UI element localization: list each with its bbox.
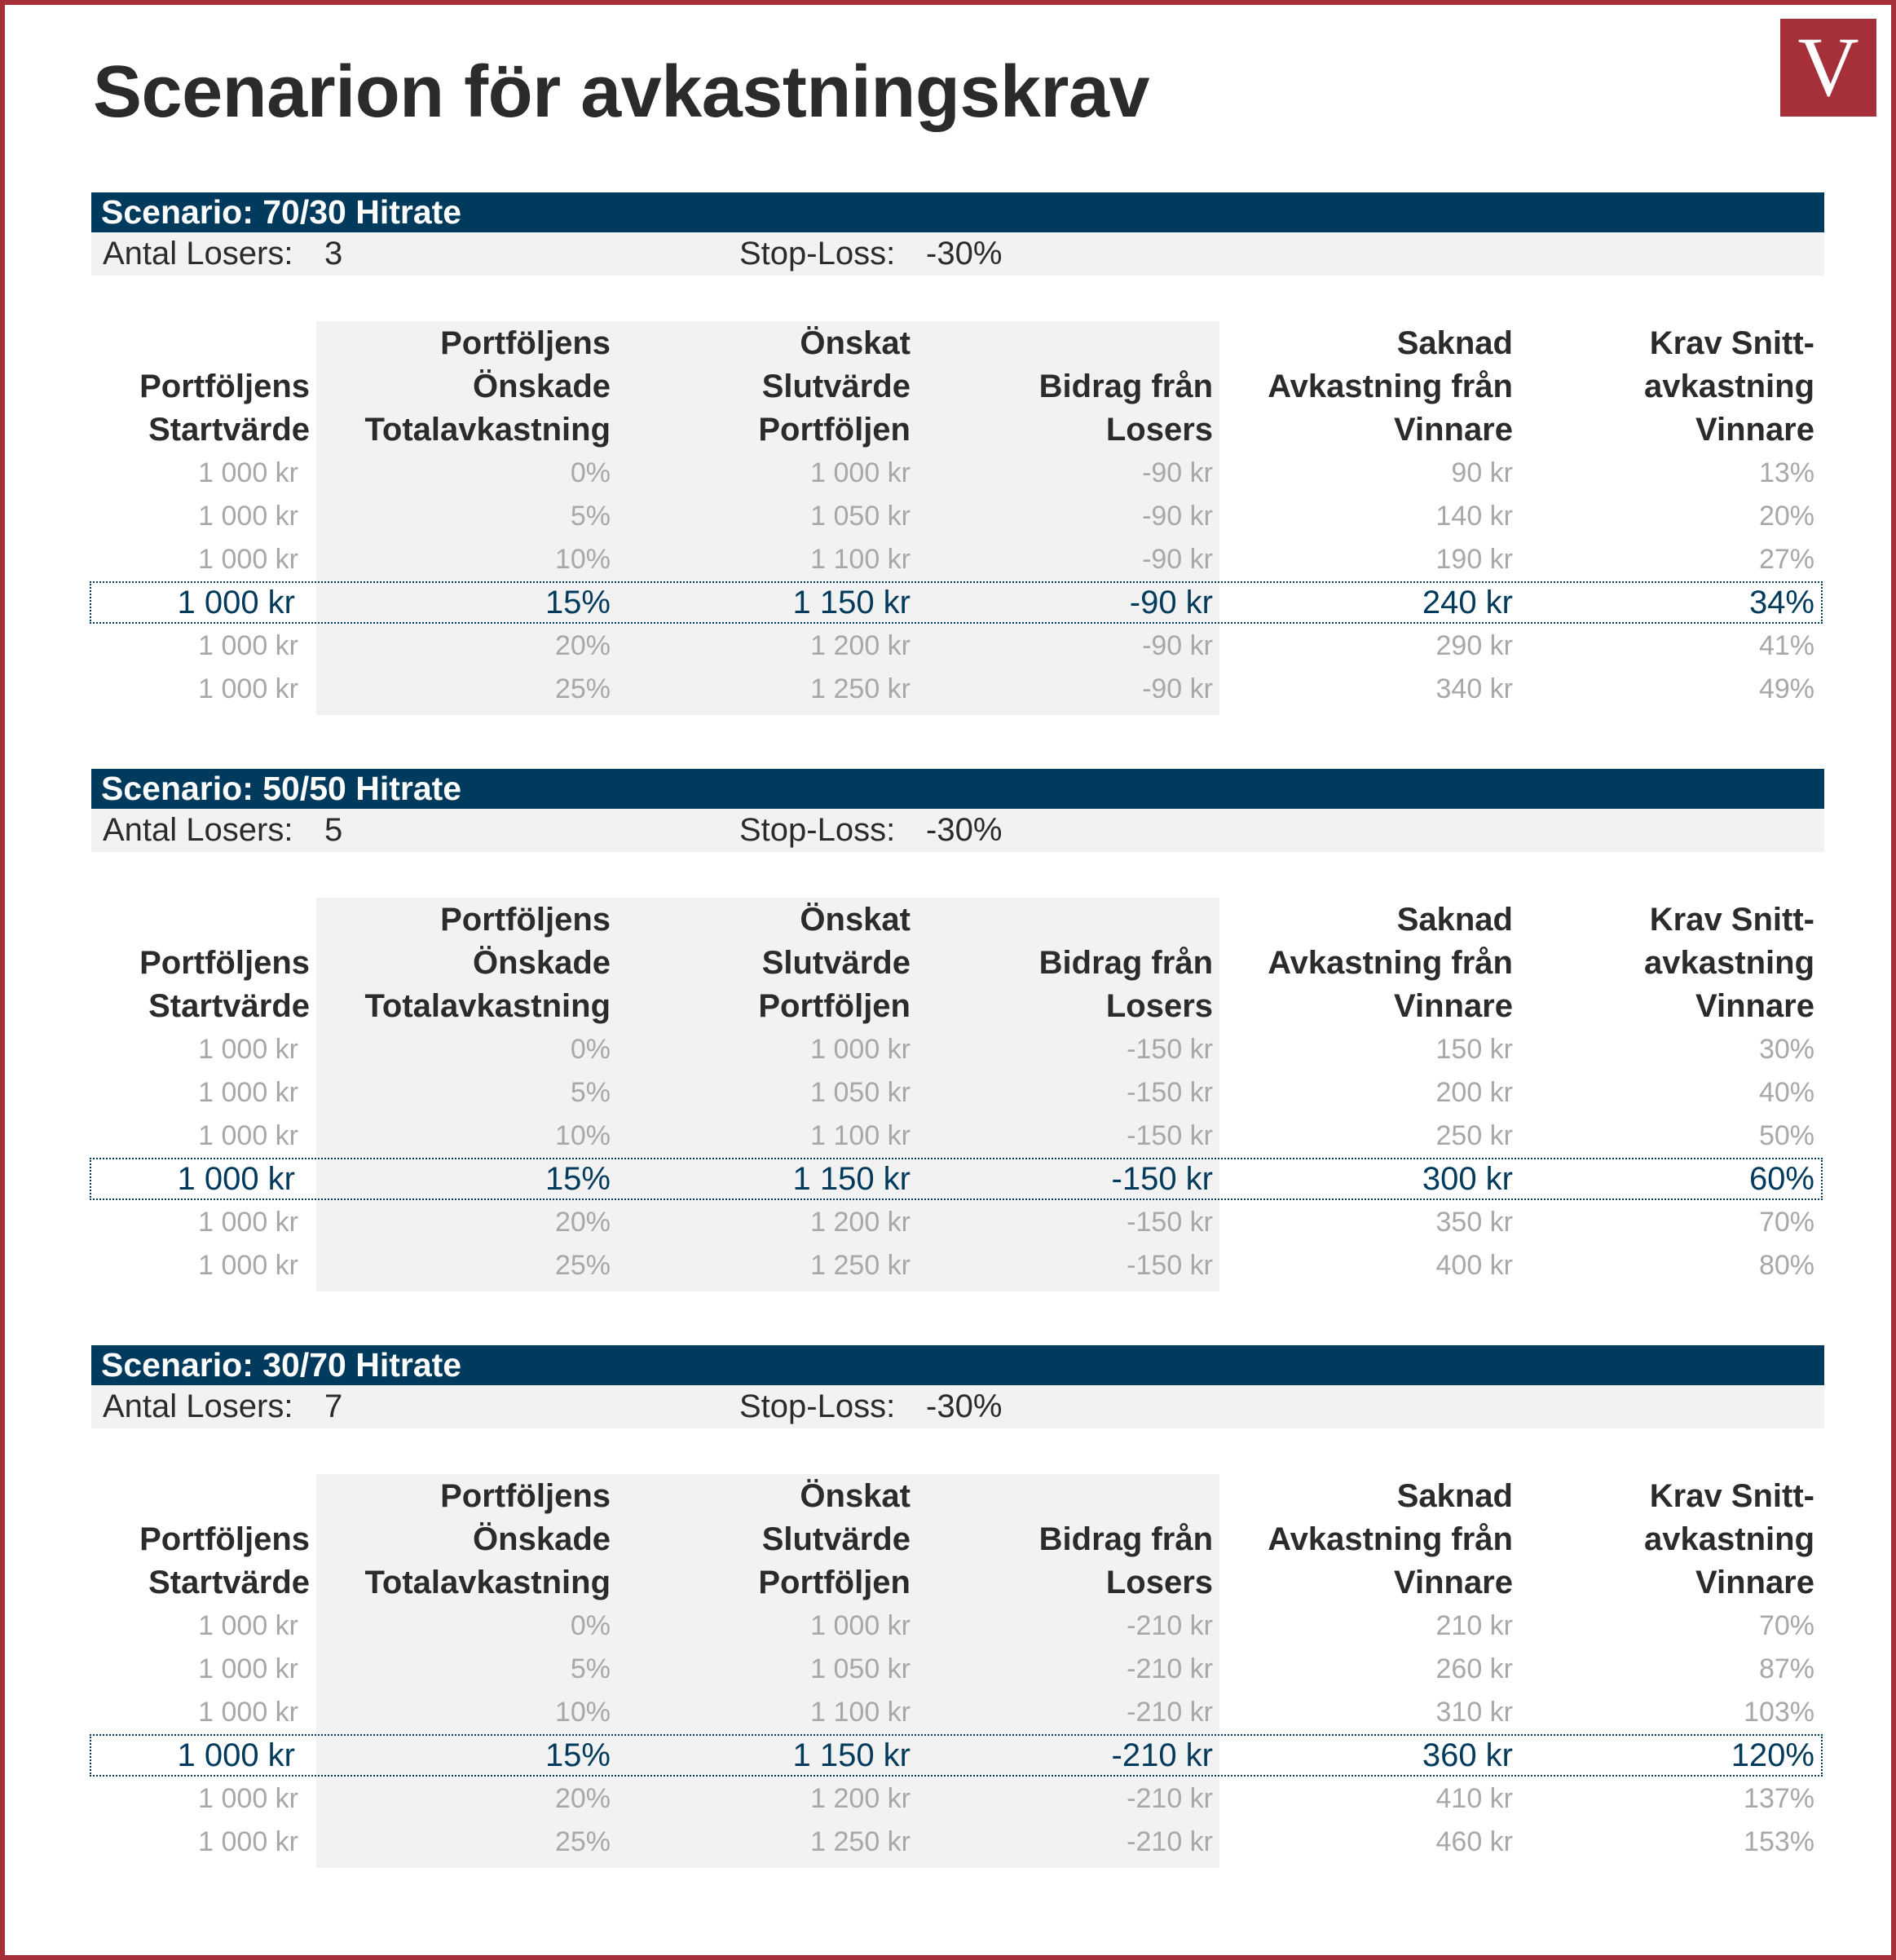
column-header — [919, 321, 1213, 452]
column-header — [919, 1474, 1213, 1605]
table-cell: 410 kr — [1435, 1783, 1513, 1814]
scenario-block — [91, 769, 1824, 1340]
column-header-text: Portföljens Startvärde — [139, 369, 310, 448]
table-cell: -90 kr — [1129, 585, 1213, 620]
table-cell: 1 000 kr — [810, 1034, 911, 1065]
stoploss-value: -30% — [926, 236, 1003, 271]
table-cell: 1 000 kr — [198, 1250, 298, 1281]
highlight-border — [90, 1734, 1823, 1777]
table-cell: 260 kr — [1435, 1653, 1513, 1684]
losers-label: Antal Losers: — [103, 812, 293, 848]
column-header-text: Portföljens Startvärde — [139, 945, 310, 1024]
highlight-border — [90, 1158, 1823, 1200]
table-cell: 1 000 kr — [198, 501, 298, 532]
table-cell: 13% — [1758, 457, 1814, 488]
table-cell: 1 000 kr — [198, 1120, 298, 1151]
table-cell: 0% — [570, 1034, 611, 1065]
table-cell: 10% — [554, 1120, 611, 1151]
table-row — [91, 1777, 1824, 1821]
table-cell: 25% — [554, 1250, 611, 1281]
table-cell: 1 200 kr — [810, 1783, 911, 1814]
table-cell: 310 kr — [1435, 1697, 1513, 1728]
table-cell: 153% — [1744, 1826, 1814, 1857]
table-cell: 1 000 kr — [177, 585, 295, 620]
table-cell: -90 kr — [1142, 673, 1213, 704]
stoploss-value: -30% — [926, 812, 1003, 848]
table-cell: 1 100 kr — [810, 544, 911, 575]
table-cell: 1 250 kr — [810, 1250, 911, 1281]
table-cell: 27% — [1758, 544, 1814, 575]
table-cell: 90 kr — [1451, 457, 1513, 488]
table-row — [91, 625, 1824, 668]
table-row — [91, 495, 1824, 538]
column-header — [1521, 1474, 1814, 1605]
table-cell: 30% — [1758, 1034, 1814, 1065]
table-cell: 120% — [1731, 1737, 1814, 1773]
table-cell: 400 kr — [1435, 1250, 1513, 1281]
losers-label: Antal Losers: — [103, 1388, 293, 1424]
table-cell: 210 kr — [1435, 1610, 1513, 1641]
scenario-parameters — [91, 1385, 1824, 1428]
table-cell: -90 kr — [1142, 457, 1213, 488]
column-header — [98, 898, 310, 1028]
table-cell: -150 kr — [1127, 1034, 1213, 1065]
table-cell: 1 050 kr — [810, 1077, 911, 1108]
table-cell: 1 000 kr — [810, 1610, 911, 1641]
column-header — [617, 898, 911, 1028]
table-row — [91, 1821, 1824, 1864]
losers-label: Antal Losers: — [103, 236, 293, 271]
scenario-block — [91, 192, 1824, 763]
table-cell: 1 000 kr — [810, 457, 911, 488]
table-cell: -90 kr — [1142, 501, 1213, 532]
scenario-parameters — [91, 809, 1824, 852]
column-header — [919, 898, 1213, 1028]
table-cell: 10% — [554, 544, 611, 575]
table-cell: 15% — [545, 1737, 611, 1773]
table-cell: 200 kr — [1435, 1077, 1513, 1108]
table-row — [91, 1691, 1824, 1734]
table-cell: 15% — [545, 585, 611, 620]
column-header — [317, 321, 611, 452]
brand-logo: V — [1780, 19, 1876, 117]
table-cell: 70% — [1758, 1207, 1814, 1238]
table-cell: 1 000 kr — [198, 1783, 298, 1814]
table-row — [91, 1244, 1824, 1287]
table-row — [91, 538, 1824, 581]
column-header — [617, 321, 911, 452]
column-header-text: Krav Snitt- avkastning Vinnare — [1644, 1478, 1814, 1600]
table-cell: 40% — [1758, 1077, 1814, 1108]
table-cell: -150 kr — [1127, 1207, 1213, 1238]
column-header — [98, 321, 310, 452]
table-row — [91, 1201, 1824, 1244]
column-header — [317, 1474, 611, 1605]
table-cell: -210 kr — [1127, 1697, 1213, 1728]
table-cell: 1 050 kr — [810, 1653, 911, 1684]
table-cell: 5% — [570, 1077, 611, 1108]
column-header-text: Saknad Avkastning från Vinnare — [1268, 902, 1513, 1024]
table-cell: 190 kr — [1435, 544, 1513, 575]
table-cell: 1 150 kr — [792, 1737, 911, 1773]
table-row — [91, 668, 1824, 711]
column-header — [1219, 321, 1513, 452]
page-title: Scenarion för avkastningskrav — [93, 51, 1150, 133]
table-cell: 87% — [1758, 1653, 1814, 1684]
table-cell: 140 kr — [1435, 501, 1513, 532]
table-cell: 1 000 kr — [198, 1207, 298, 1238]
table-cell: 25% — [554, 1826, 611, 1857]
losers-value: 7 — [324, 1388, 343, 1424]
table-cell: 1 000 kr — [198, 673, 298, 704]
highlighted-row — [91, 1158, 1824, 1201]
column-header-text: Bidrag från Losers — [1038, 369, 1213, 448]
table-cell: 1 000 kr — [198, 1034, 298, 1065]
table-cell: 1 250 kr — [810, 1826, 911, 1857]
table-cell: 1 000 kr — [177, 1161, 295, 1197]
table-cell: 1 250 kr — [810, 673, 911, 704]
table-cell: 250 kr — [1435, 1120, 1513, 1151]
column-header — [98, 1474, 310, 1605]
scenario-block — [91, 1345, 1824, 1916]
table-cell: -210 kr — [1111, 1737, 1213, 1773]
table-cell: 1 000 kr — [177, 1737, 295, 1773]
table-cell: 5% — [570, 1653, 611, 1684]
table-cell: 0% — [570, 457, 611, 488]
table-row — [91, 452, 1824, 495]
table-cell: 20% — [554, 1207, 611, 1238]
stoploss-label: Stop-Loss: — [739, 812, 896, 848]
table-cell: 5% — [570, 501, 611, 532]
scenario-title: Scenario: 50/50 Hitrate — [91, 769, 1824, 809]
table-cell: 1 200 kr — [810, 1207, 911, 1238]
table-cell: 1 000 kr — [198, 1653, 298, 1684]
table-cell: 1 100 kr — [810, 1120, 911, 1151]
highlight-border — [90, 581, 1823, 624]
column-header — [1521, 321, 1814, 452]
column-header-text: Portföljens Önskade Totalavkastning — [364, 1478, 611, 1600]
column-header-text: Önskat Slutvärde Portföljen — [758, 1478, 911, 1600]
table-cell: 1 000 kr — [198, 1697, 298, 1728]
column-header — [1219, 898, 1513, 1028]
column-header-text: Krav Snitt- avkastning Vinnare — [1644, 325, 1814, 448]
column-header-text: Krav Snitt- avkastning Vinnare — [1644, 902, 1814, 1024]
table-cell: 1 000 kr — [198, 630, 298, 661]
table-cell: -150 kr — [1127, 1250, 1213, 1281]
table-cell: 10% — [554, 1697, 611, 1728]
losers-value: 3 — [324, 236, 343, 271]
column-header — [617, 1474, 911, 1605]
stoploss-label: Stop-Loss: — [739, 1388, 896, 1424]
table-cell: 1 100 kr — [810, 1697, 911, 1728]
scenario-parameters — [91, 232, 1824, 276]
table-cell: 290 kr — [1435, 630, 1513, 661]
table-cell: 350 kr — [1435, 1207, 1513, 1238]
table-cell: -150 kr — [1111, 1161, 1213, 1197]
column-header-text: Bidrag från Losers — [1038, 1521, 1213, 1600]
column-header-text: Bidrag från Losers — [1038, 945, 1213, 1024]
table-cell: 240 kr — [1422, 585, 1513, 620]
column-header-text: Portföljens Önskade Totalavkastning — [364, 325, 611, 448]
table-row — [91, 1028, 1824, 1071]
table-cell: 300 kr — [1422, 1161, 1513, 1197]
scenario-title: Scenario: 30/70 Hitrate — [91, 1345, 1824, 1385]
table-cell: 137% — [1744, 1783, 1814, 1814]
table-cell: 20% — [1758, 501, 1814, 532]
column-header — [1219, 1474, 1513, 1605]
table-row — [91, 1071, 1824, 1115]
table-cell: 1 150 kr — [792, 1161, 911, 1197]
table-cell: -90 kr — [1142, 544, 1213, 575]
table-cell: -90 kr — [1142, 630, 1213, 661]
column-header-text: Saknad Avkastning från Vinnare — [1268, 1478, 1513, 1600]
losers-value: 5 — [324, 812, 343, 848]
stoploss-value: -30% — [926, 1388, 1003, 1424]
table-cell: -210 kr — [1127, 1610, 1213, 1641]
table-cell: 460 kr — [1435, 1826, 1513, 1857]
table-cell: 150 kr — [1435, 1034, 1513, 1065]
column-header-text: Önskat Slutvärde Portföljen — [758, 902, 911, 1024]
table-cell: 49% — [1758, 673, 1814, 704]
table-cell: 340 kr — [1435, 673, 1513, 704]
table-cell: 70% — [1758, 1610, 1814, 1641]
table-cell: 1 000 kr — [198, 1077, 298, 1108]
table-row — [91, 1605, 1824, 1648]
table-cell: 1 000 kr — [198, 544, 298, 575]
column-header — [1521, 898, 1814, 1028]
table-cell: 1 200 kr — [810, 630, 911, 661]
table-cell: 60% — [1748, 1161, 1814, 1197]
table-cell: 103% — [1744, 1697, 1814, 1728]
table-row — [91, 1115, 1824, 1158]
table-cell: 1 000 kr — [198, 1826, 298, 1857]
highlighted-row — [91, 581, 1824, 625]
table-cell: 20% — [554, 1783, 611, 1814]
table-cell: 20% — [554, 630, 611, 661]
table-cell: 1 150 kr — [792, 585, 911, 620]
table-cell: 41% — [1758, 630, 1814, 661]
table-cell: 0% — [570, 1610, 611, 1641]
scenario-title: Scenario: 70/30 Hitrate — [91, 192, 1824, 232]
table-cell: -210 kr — [1127, 1826, 1213, 1857]
column-header-text: Portföljens Önskade Totalavkastning — [364, 902, 611, 1024]
table-cell: 1 000 kr — [198, 1610, 298, 1641]
column-header — [317, 898, 611, 1028]
table-cell: -210 kr — [1127, 1783, 1213, 1814]
table-cell: 34% — [1748, 585, 1814, 620]
column-header-text: Önskat Slutvärde Portföljen — [758, 325, 911, 448]
table-cell: 1 000 kr — [198, 457, 298, 488]
stoploss-label: Stop-Loss: — [739, 236, 896, 271]
table-cell: 360 kr — [1422, 1737, 1513, 1773]
table-cell: -210 kr — [1127, 1653, 1213, 1684]
table-cell: 15% — [545, 1161, 611, 1197]
table-cell: -150 kr — [1127, 1120, 1213, 1151]
column-header-text: Saknad Avkastning från Vinnare — [1268, 325, 1513, 448]
table-cell: 1 050 kr — [810, 501, 911, 532]
table-cell: 50% — [1758, 1120, 1814, 1151]
table-cell: 80% — [1758, 1250, 1814, 1281]
table-row — [91, 1648, 1824, 1691]
highlighted-row — [91, 1734, 1824, 1777]
table-cell: 25% — [554, 673, 611, 704]
column-header-text: Portföljens Startvärde — [139, 1521, 310, 1600]
table-cell: -150 kr — [1127, 1077, 1213, 1108]
